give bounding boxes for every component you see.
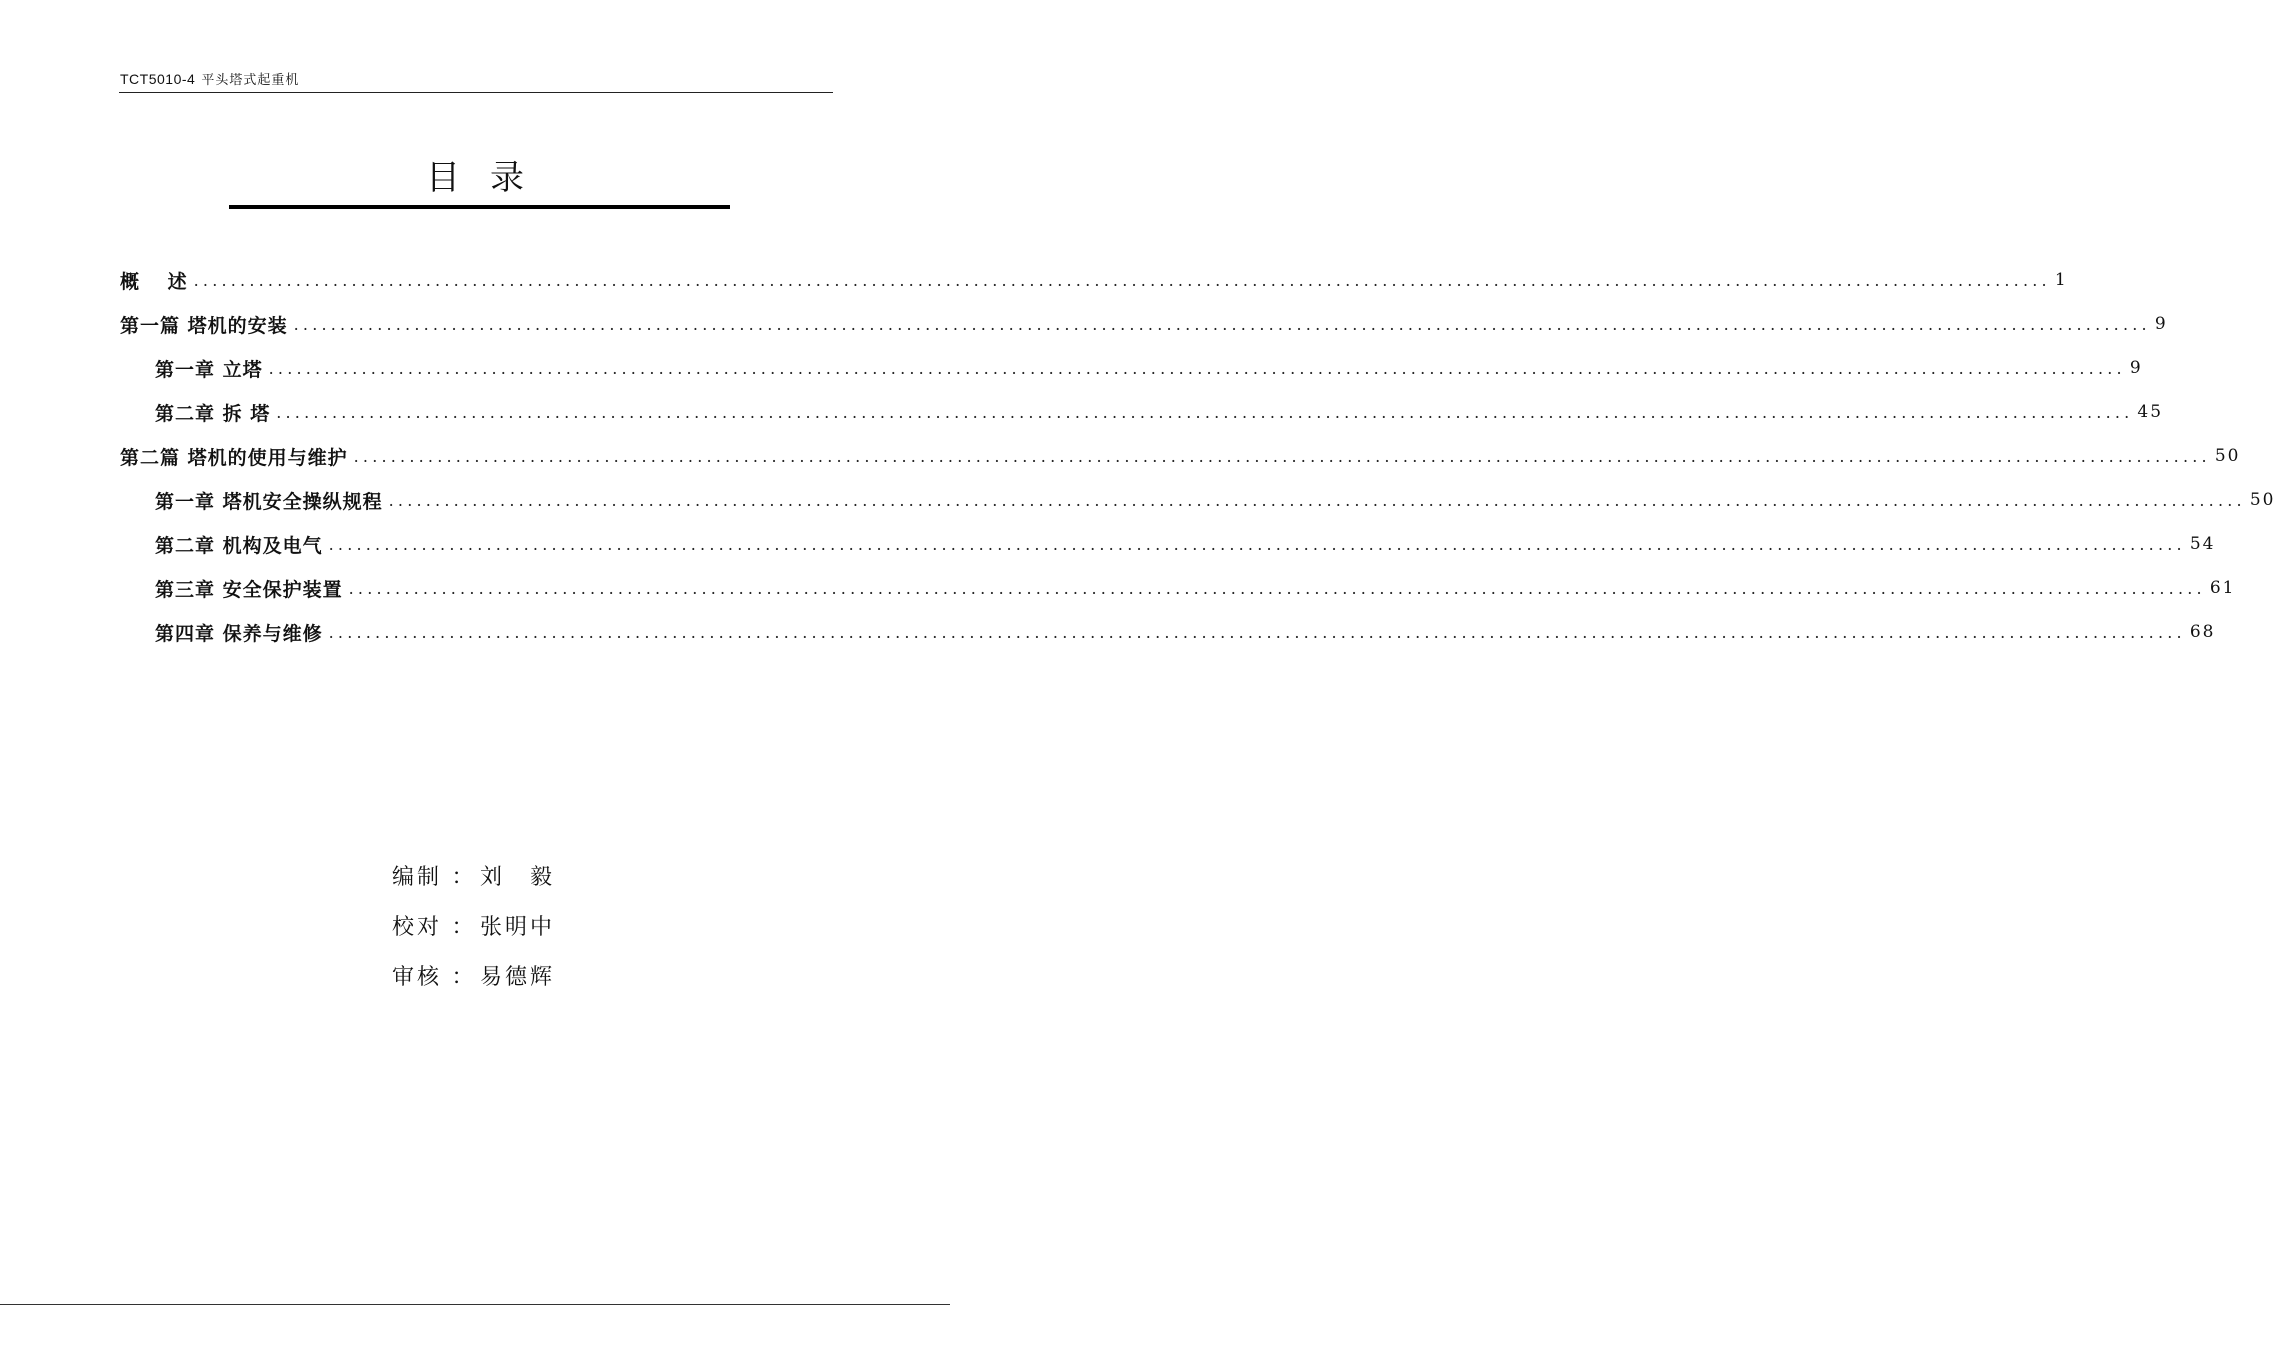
- toc-leader-dots: ........................................................................................................................................................................................................: [328, 534, 2186, 554]
- toc-entry-part-1[interactable]: [120, 302, 2168, 346]
- toc-entry-overview[interactable]: [120, 258, 2068, 302]
- credit-name: 易德辉: [480, 964, 556, 990]
- toc-entry-label: 第一章 立塔: [155, 358, 263, 381]
- toc-entry-page: 9: [2154, 314, 2168, 334]
- title-underline: [229, 205, 730, 209]
- toc-entry-label: 第二章 机构及电气: [155, 534, 323, 557]
- toc-entry-label: 第三章 安全保护装置: [155, 578, 343, 601]
- header-product-name: 平头塔式起重机: [201, 73, 300, 88]
- credit-colon: ：: [451, 964, 477, 990]
- credit-role: 编制: [392, 864, 443, 890]
- toc-entry-page: 50: [2214, 446, 2241, 466]
- toc-leader-dots: ........................................................................................................................................................................................................: [276, 402, 2134, 422]
- toc-leader-dots: ........................................................................................................................................................................................................: [348, 578, 2206, 598]
- toc-entry-page: 50: [2249, 490, 2275, 510]
- toc-entry-page: 54: [2189, 534, 2216, 554]
- table-of-contents: [120, 258, 2275, 654]
- toc-entry-page: 45: [2137, 402, 2164, 422]
- credit-name: 刘 毅: [480, 864, 556, 890]
- toc-leader-dots: ........................................................................................................................................................................................................: [353, 446, 2211, 466]
- footer-rule: [0, 1304, 950, 1305]
- credit-row-proofreader: [392, 900, 592, 950]
- toc-entry-label: 第二篇 塔机的使用与维护: [120, 446, 348, 469]
- toc-leader-dots: ........................................................................................................................................................................................................: [293, 314, 2151, 334]
- toc-entry-label: 第四章 保养与维修: [155, 622, 323, 645]
- toc-entry-page: 61: [2209, 578, 2236, 598]
- credit-role: 校对: [392, 914, 443, 940]
- toc-entry-page: 68: [2189, 622, 2216, 642]
- toc-entry-page: 1: [2054, 270, 2068, 290]
- toc-entry-part-2-chapter-2[interactable]: [120, 522, 2216, 566]
- toc-entry-part-2-chapter-1[interactable]: [120, 478, 2275, 522]
- toc-entry-part-1-chapter-2[interactable]: [120, 390, 2164, 434]
- credit-colon: ：: [451, 914, 477, 940]
- toc-entry-label: 第一篇 塔机的安装: [120, 314, 288, 337]
- toc-entry-part-2-chapter-3[interactable]: [120, 566, 2236, 610]
- toc-entry-part-2-chapter-4[interactable]: [120, 610, 2216, 654]
- credit-name: 张明中: [480, 914, 556, 940]
- toc-leader-dots: ........................................................................................................................................................................................................: [328, 622, 2186, 642]
- toc-entry-label: 概 述: [120, 270, 188, 293]
- toc-entry-part-2[interactable]: [120, 434, 2241, 478]
- toc-entry-label: 第二章 拆 塔: [155, 402, 271, 425]
- credit-role: 审核: [392, 964, 443, 990]
- credit-colon: ：: [451, 864, 477, 890]
- toc-entry-page: 9: [2129, 358, 2143, 378]
- toc-title: 目录: [426, 158, 554, 198]
- header-model-code: TCT5010-4: [120, 71, 196, 87]
- header-text: [120, 69, 299, 88]
- toc-leader-dots: ........................................................................................................................................................................................................: [268, 358, 2126, 378]
- toc-leader-dots: ........................................................................................................................................................................................................: [193, 270, 2051, 290]
- toc-entry-part-1-chapter-1[interactable]: [120, 346, 2143, 390]
- toc-leader-dots: ........................................................................................................................................................................................................: [388, 490, 2246, 510]
- page-header: [119, 68, 833, 93]
- credits-block: [392, 850, 592, 1000]
- toc-entry-label: 第一章 塔机安全操纵规程: [155, 490, 383, 513]
- credit-row-reviewer: [392, 950, 592, 1000]
- credit-row-editor: [392, 850, 592, 900]
